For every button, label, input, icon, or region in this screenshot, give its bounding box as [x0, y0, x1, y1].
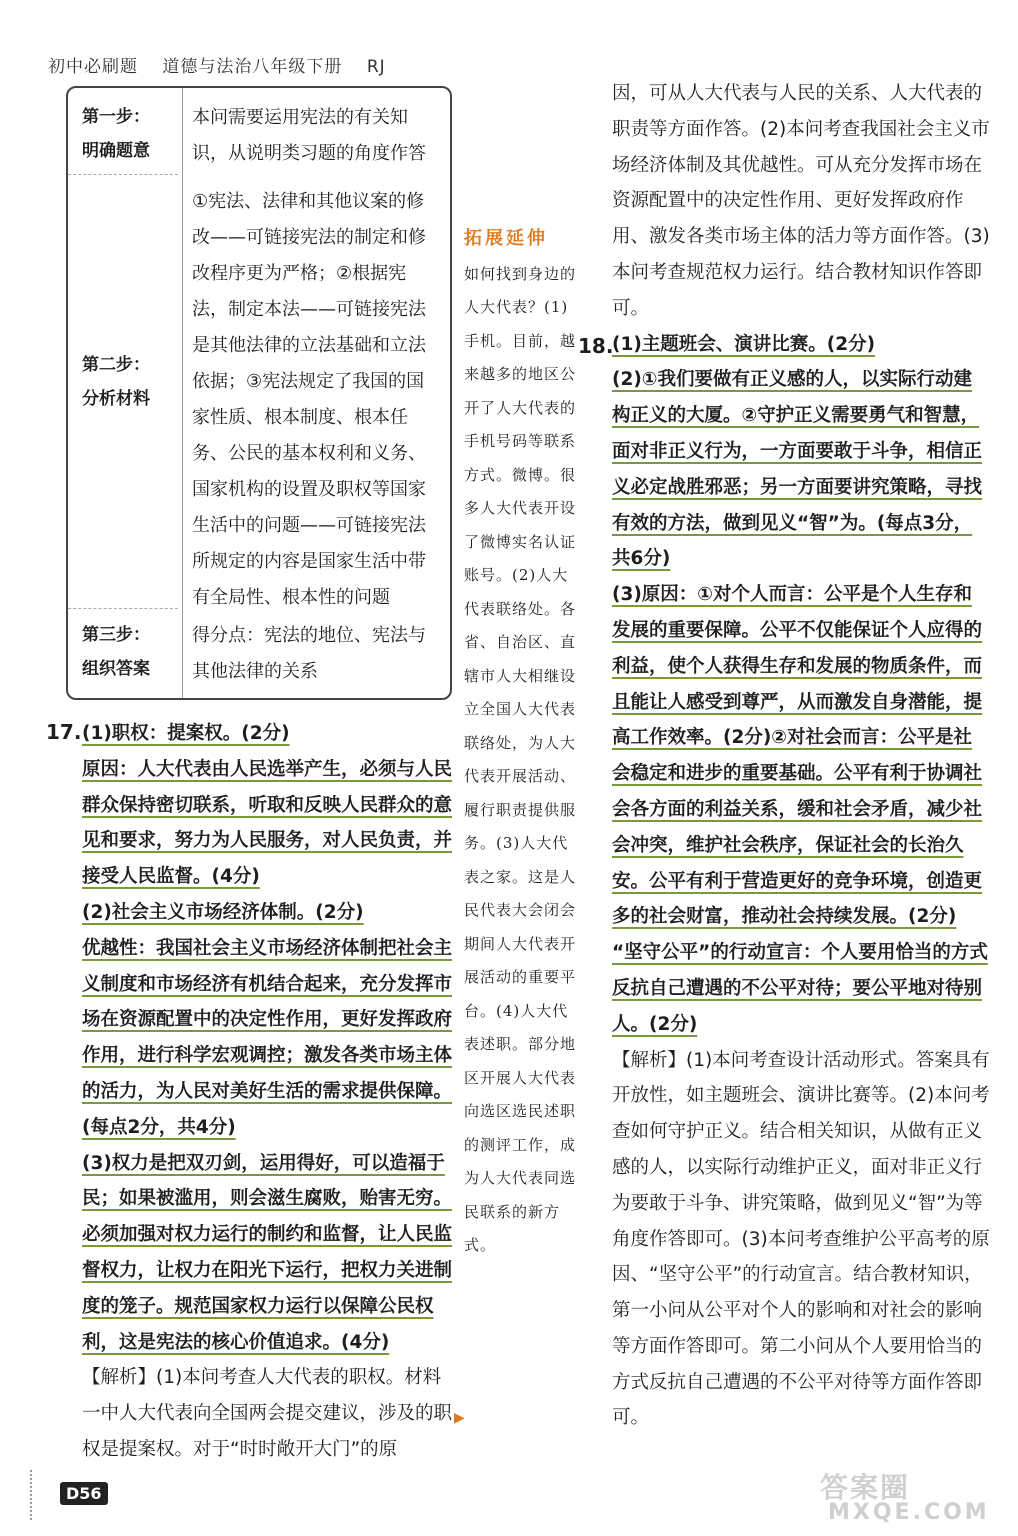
subject-name: 道德与法治八年级下册 — [162, 57, 343, 77]
step-label: 第三步： 组织答案 — [82, 625, 150, 679]
watermark-url: MXQE.COM — [828, 1500, 990, 1525]
step-text: 得分点：宪法的地位、宪法与其他法律的关系 — [192, 625, 426, 682]
step-text: ①宪法、法律和其他议案的修改——可链接宪法的制定和修改程序更为严格；②根据宪法，制定本法——可链接宪法是其他法律的立法基础和立法依据；③宪法规定了我国的国家性质、根本制度、根本任务、公民的基本权利和义务、国家机构的设置及职权等国家生活中的问题——可链接宪法所规定的内容是国家生活中带有全局性、根本性的问题 — [192, 191, 426, 608]
answer-paragraph: (2)①我们要做有正义感的人，以实际行动建构正义的大厦。②守护正义需要勇气和智慧，面对非正义行为，一方面要敢于斗争，相信正义必定战胜邪恶；另一方面要讲究策略，寻找有效的方法，做到见义“智”为。(每点3分，共6分) — [612, 369, 983, 570]
question-number-17: 17. — [46, 720, 82, 744]
edition-tag: RJ — [366, 57, 386, 77]
answer-paragraph: 优越性：我国社会主义市场经济体制把社会主义制度和市场经济有机结合起来，充分发挥市场在资源配置中的决定性作用，更好发挥政府作用，进行科学宏观调控；激发各类市场主体的活力，为人民对美好生活的需求提供保障。(每点2分，共4分) — [82, 937, 453, 1138]
answer-paragraph: (1)主题班会、演讲比赛。(2分) — [612, 333, 876, 355]
question-number-18: 18. — [578, 333, 614, 358]
analysis-paragraph: 【解析】(1)本问考查人大代表的职权。材料一中人大代表向全国两会提交建议，涉及的职权是提案权。对于“时时敞开大门”的原 — [82, 1367, 453, 1460]
continue-arrow-icon: ▶ — [454, 1410, 465, 1426]
sidebar-title: 拓展延伸 — [464, 228, 548, 249]
page-edge-dots — [30, 1470, 52, 1520]
answer-18 — [578, 327, 990, 1437]
answer-paragraph: (3)权力是把双刃剑，运用得好，可以造福于民；如果被滥用，则会滋生腐败，贻害无穷。必须加强对权力运行的制约和监督，让人民监督权力，让权力在阳光下运行，把权力关进制度的笼子。规范国家权力运行以保障公民权利，这是宪法的核心价值追求。(4分) — [82, 1152, 453, 1353]
step-label: 第一步： 明确题意 — [82, 107, 150, 161]
extension-sidebar — [464, 222, 576, 1263]
right-column — [578, 76, 990, 1436]
answer-paragraph: (3)原因：①对个人而言：公平是个人生存和发展的重要保障。公平不仅能保证个人应得的利益，使个人获得生存和发展的物质条件，而且能让人感受到尊严，从而激发自身潜能，提高工作效率。(2分)②对社会而言：公平是社会稳定和进步的重要基础。公平有利于协调社会各方面的利益关系，缓和社会矛盾，减少社会冲突，维护社会秩序，保证社会的长治久安。公平有利于营造更好的竞争环境，创造更多的社会财富，推动社会持续发展。(2分) — [612, 584, 983, 928]
analysis-paragraph: 【解析】(1)本问考查设计活动形式。答案具有开放性，如主题班会、演讲比赛等。(2)本问考查如何守护正义。结合相关知识，从做有正义感的人，以实际行动维护正义，面对非正义行为要敢于斗争、讲究策略，做到见义“智”为等角度作答即可。(3)本问考查维护公平高考的原因、“坚守公平”的行动宣言。结合教材知识，第一小问从公平对个人的影响和对社会的影响等方面作答即可。第二小问从个人要用恰当的方式反抗自己遭遇的不公平对待等方面作答即可。 — [612, 1049, 990, 1429]
answer-paragraph: (2)社会主义市场经济体制。(2分) — [82, 901, 364, 923]
running-header — [48, 52, 404, 77]
watermark-logo: 答案圈 — [820, 1471, 911, 1504]
answer-paragraph: “坚守公平”的行动宣言：个人要用恰当的方式反抗自己遭遇的不公平对待；要公平地对待别人。(2分) — [612, 942, 988, 1035]
step-text: 本问需要运用宪法的有关知识，从说明类习题的角度作答 — [192, 107, 426, 164]
table-divider — [182, 88, 183, 698]
answer-17 — [82, 716, 458, 1468]
solution-steps-table — [66, 86, 452, 700]
series-name: 初中必刷题 — [48, 57, 138, 77]
answer-paragraph: (1)职权：提案权。(2分) — [82, 723, 290, 744]
step-label: 第二步： 分析材料 — [82, 355, 150, 409]
page-number: D56 — [60, 1482, 108, 1505]
analysis-continuation: 因，可从人大代表与人民的关系、人大代表的职责等方面作答。(2)本问考查我国社会主义市场经济体制及其优越性。可从充分发挥市场在资源配置中的决定性作用、更好发挥政府作用、激发各类市场主体的活力等方面作答。(3)本问考查规范权力运行。结合教材知识作答即可。 — [612, 83, 990, 319]
answer-paragraph: 原因：人大代表由人民选举产生，必须与人民群众保持密切联系，听取和反映人民群众的意见和要求，努力为人民服务，对人民负责，并接受人民监督。(4分) — [82, 758, 453, 888]
sidebar-body: 如何找到身边的人大代表？(1)手机。目前，越来越多的地区公开了人大代表的手机号码等联系方式。微博。很多人大代表开设了微博实名认证账号。(2)人大代表联络处。各省、自治区、直辖市人大相继设立全国人大代表联络处，为人大代表开展活动、履行职责提供服务。(3)人大代表之家。这是人民代表大会闭会期间人大代表开展活动的重要平台。(4)人大代表述职。部分地区开展人大代表向选区选民述职的测评工作，成为人大代表同选民联系的新方式。 — [464, 264, 577, 1254]
